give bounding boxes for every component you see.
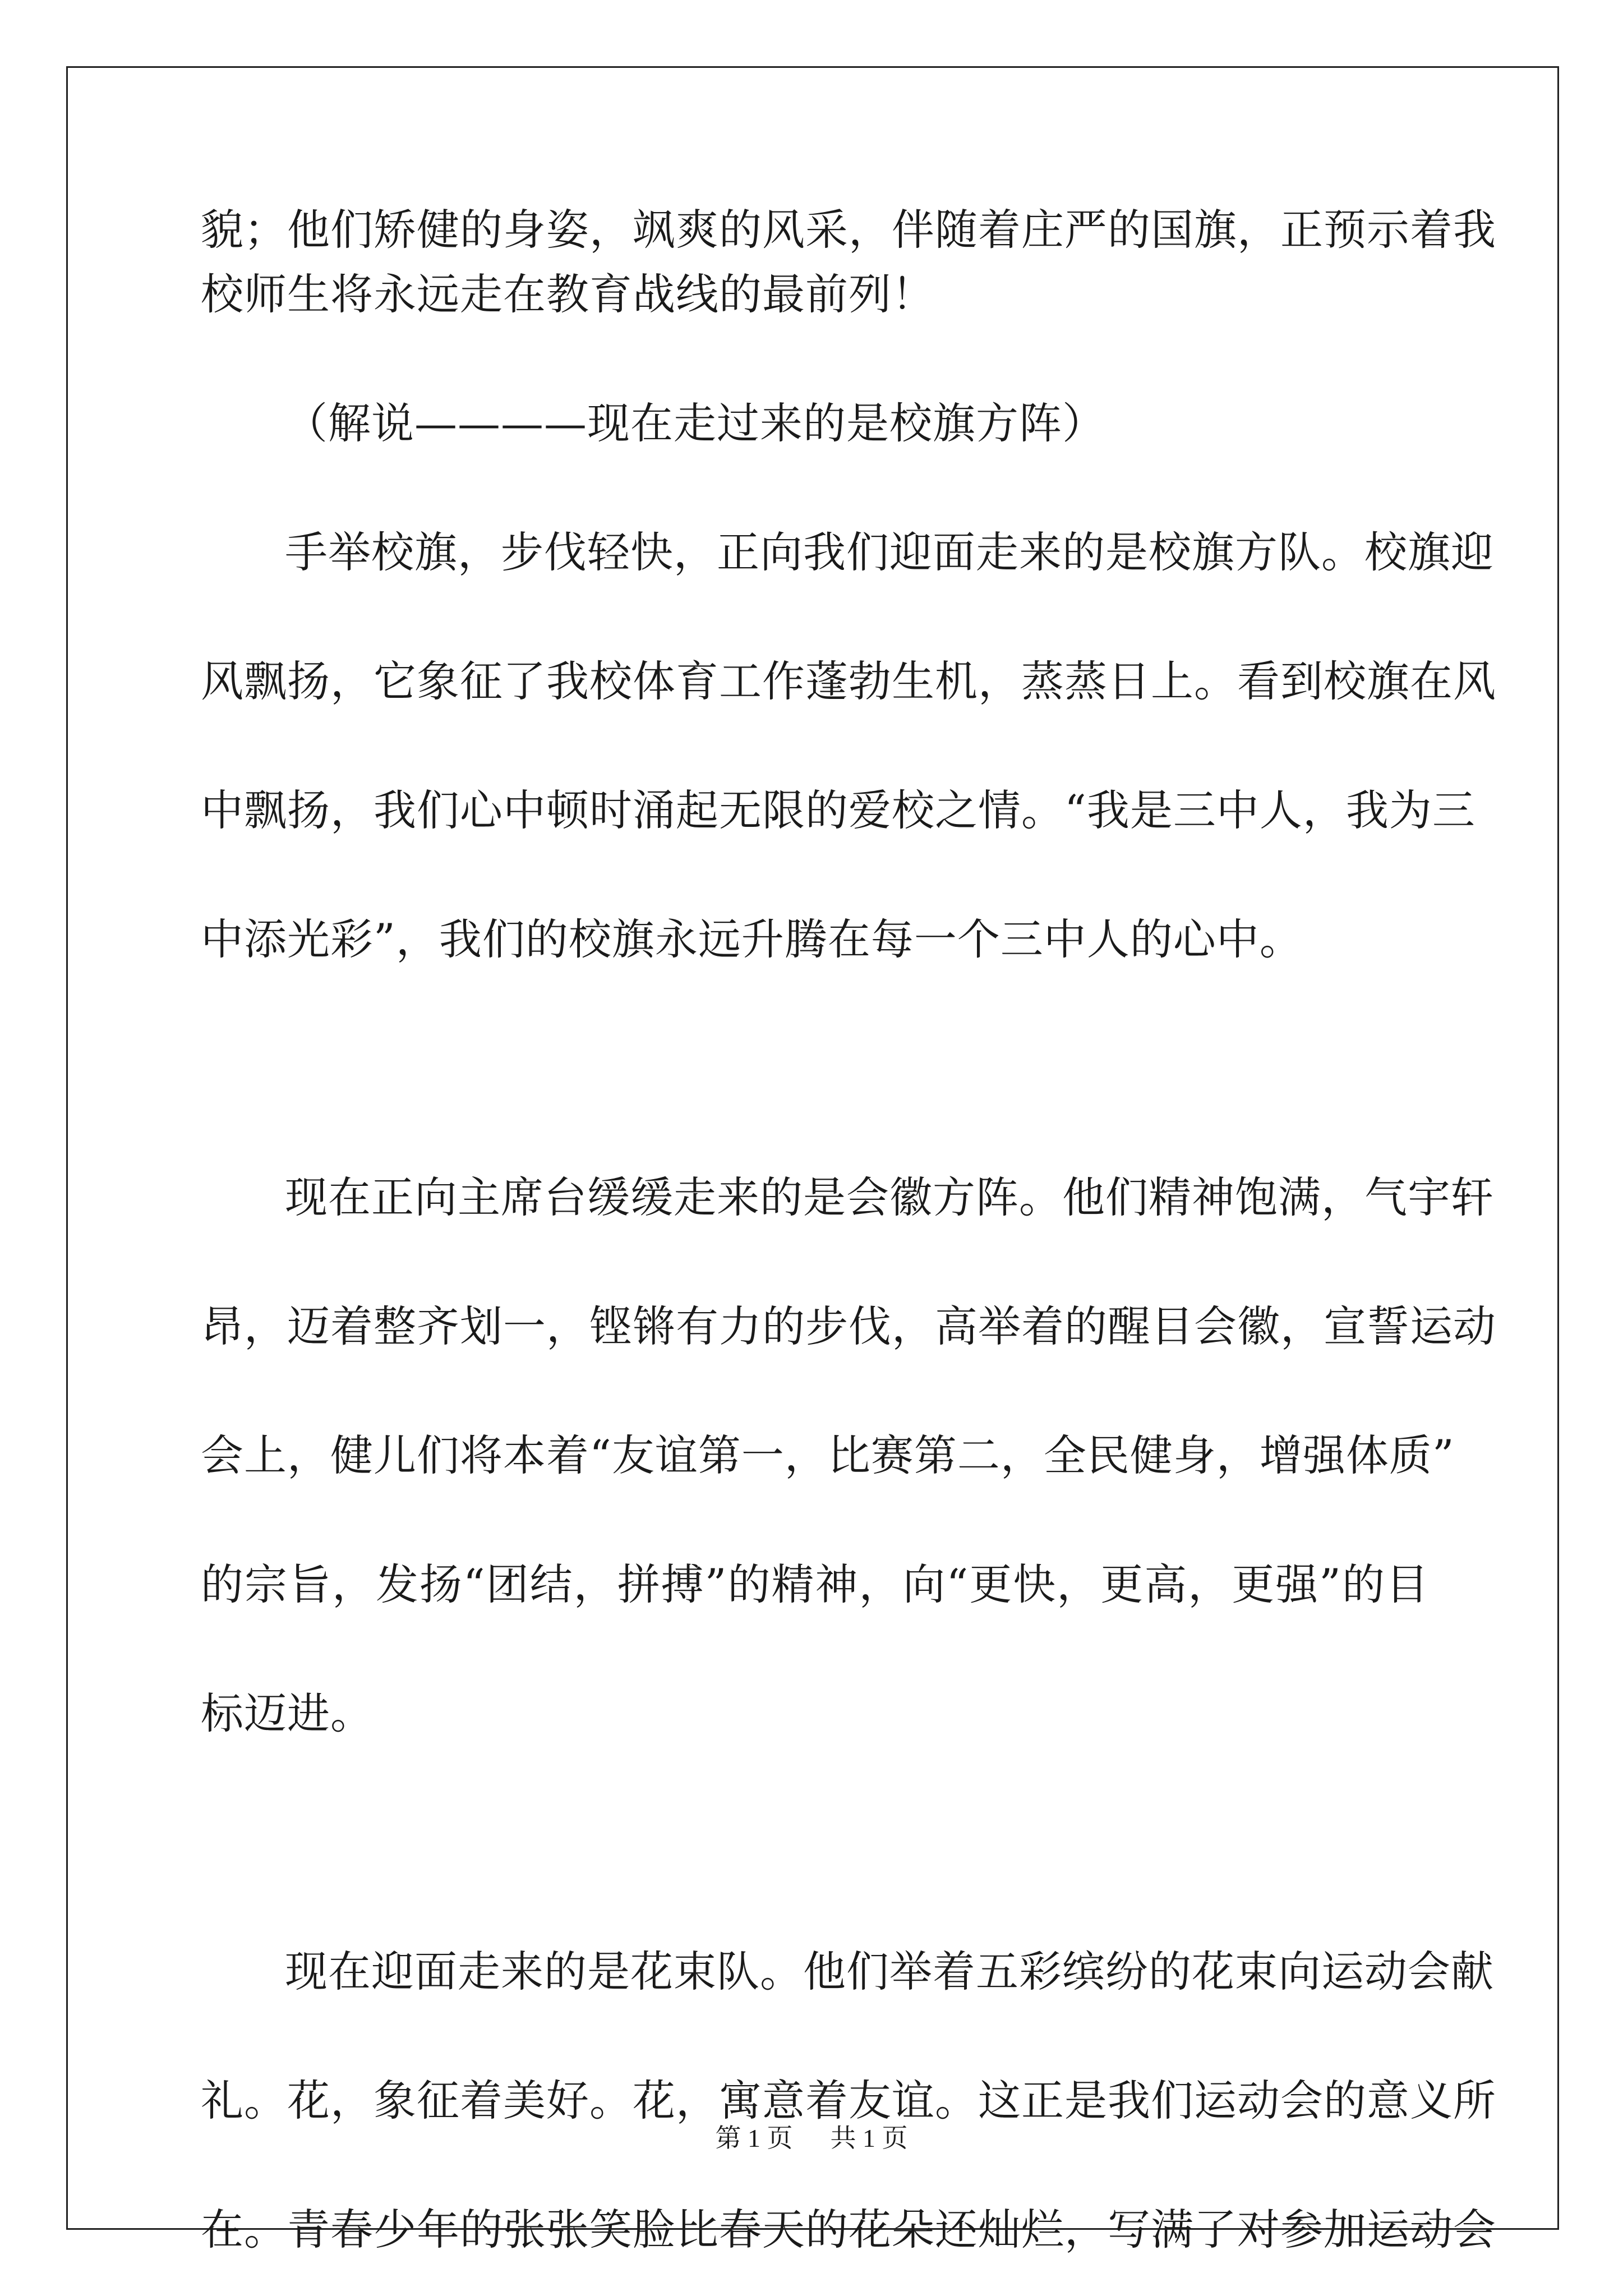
- paragraph: [201, 391, 1429, 455]
- document-body: [201, 197, 1496, 2262]
- paragraph: [201, 197, 1496, 326]
- text-line: 的宗旨，发扬“团结，拼搏”的精神，向“更快，更高，更强”的目: [201, 1559, 1429, 1609]
- paragraph-gap: [201, 1101, 1429, 1165]
- text-line: 中添光彩”，我们的校旗永远升腾在每一个三中人的心中。: [201, 914, 1303, 964]
- text-line: 礼。花，象征着美好。花，寓意着友谊。这正是我们运动会的意义所: [201, 2076, 1496, 2125]
- text-line: 昂，迈着整齐划一，铿锵有力的步伐，高举着的醒目会徽，宣誓运动: [201, 1301, 1496, 1351]
- paragraph: [201, 1165, 1496, 1746]
- paragraph-gap: [201, 455, 1429, 520]
- text-line: 手举校旗，步伐轻快，正向我们迎面走来的是校旗方队。校旗迎: [285, 527, 1494, 577]
- paragraph: [201, 520, 1496, 972]
- paragraph-gap: [201, 1746, 1429, 1875]
- section-caption: （解说————现在走过来的是校旗方阵）: [285, 398, 1105, 448]
- text-line: 校师生将永远走在教育战线的最前列！: [201, 269, 935, 319]
- page-number-current: 第 1 页: [715, 2124, 793, 2152]
- paragraph: [201, 1939, 1496, 2262]
- text-line: 标迈进。: [201, 1688, 374, 1738]
- text-line: 在。青春少年的张张笑脸比春天的花朵还灿烂，写满了对参加运动会: [201, 2205, 1496, 2254]
- page-number-total: 共 1 页: [830, 2124, 908, 2152]
- text-line: 风飘扬，它象征了我校体育工作蓬勃生机，蒸蒸日上。看到校旗在风: [201, 656, 1496, 706]
- text-line: 现在迎面走来的是花束队。他们举着五彩缤纷的花束向运动会献: [285, 1947, 1494, 1996]
- paragraph-gap: [201, 972, 1429, 1101]
- paragraph-gap: [201, 326, 1429, 391]
- text-line: 会上，健儿们将本着“友谊第一，比赛第二，全民健身，增强体质”: [201, 1430, 1455, 1480]
- text-line: 中飘扬，我们心中顿时涌起无限的爱校之情。“我是三中人，我为三: [201, 785, 1476, 835]
- page-footer: [0, 2122, 1623, 2155]
- text-line: 貌；他们矫健的身姿，飒爽的风采，伴随着庄严的国旗，正预示着我: [201, 205, 1496, 255]
- paragraph-gap: [201, 1875, 1429, 1939]
- text-line: 现在正向主席台缓缓走来的是会徽方阵。他们精神饱满，气宇轩: [285, 1172, 1494, 1222]
